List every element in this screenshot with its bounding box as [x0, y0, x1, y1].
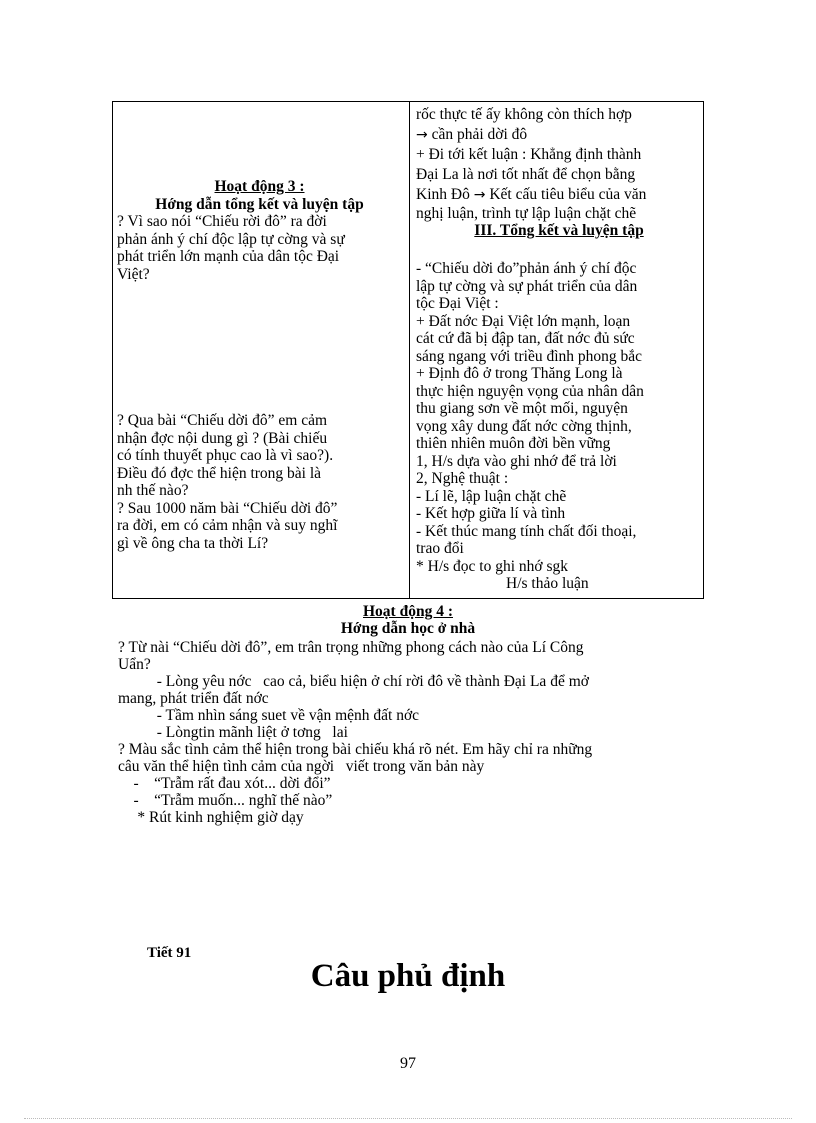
answer-line: Đại La là nơi tốt nhất để chọn bằng [416, 166, 636, 183]
answer-line: - Lí lẽ, lập luận chặt chẽ [416, 487, 567, 505]
body-line: - Lòngtin mãnh liệt ở tơng lai [118, 724, 348, 741]
question-line: ra đời, em có cảm nhận và suy nghĩ [117, 517, 338, 534]
answer-line: - Kết hợp giữa lí và tình [416, 505, 566, 522]
question-line: nh thế nào? [117, 482, 189, 499]
answer-line: + Định đô ở trong Thăng Long là [416, 365, 623, 382]
body-line: ? Màu sắc tình cảm thể hiện trong bài chiếu khá rõ nét. Em hãy chỉ ra những [118, 741, 593, 758]
homework-text [118, 639, 708, 826]
answer-line: lập tự cờng và sự phát triển của dân [416, 277, 638, 295]
body-line: - Tầm nhìn sáng suet về vận mệnh đất nớc [118, 707, 420, 724]
answer-line: thu giang sơn về một mối, nguyện [416, 400, 628, 417]
lesson-label: Tiết 91 [147, 945, 192, 961]
question-line: phản ánh ý chí độc lập tự cờng và sự [117, 230, 345, 248]
arrow-right-icon: → [473, 187, 486, 203]
answer-text: Kinh Đô [416, 186, 470, 203]
section-heading: III. Tổng kết và luyện tập [474, 222, 644, 239]
column-divider [409, 102, 410, 598]
body-line: * Rút kinh nghiệm giờ dạy [118, 809, 304, 826]
activity4-heading: Hoạt động 4 : [363, 603, 453, 620]
answer-line: 2, Nghệ thuật : [416, 470, 509, 487]
question-line: có tính thuyết phục cao là vì sao?). [117, 447, 334, 464]
body-line: ? Từ nài “Chiếu dời đô”, em trân trọng những phong cách nào của Lí Công [118, 639, 584, 656]
answer-line: thiên nhiên muôn đời bền vững [416, 435, 611, 452]
lesson-title: Câu phủ định [310, 958, 506, 994]
answer-line: tộc Đại Việt : [416, 295, 499, 312]
answer-line: thực hiện nguyện vọng của nhân dân [416, 382, 644, 400]
answer-line: sáng ngang với triều đình phong bắc [416, 347, 643, 365]
answer-line: vọng xây dung đất nớc cờng thịnh, [416, 417, 632, 435]
answer-line: rốc thực tế ấy không còn thích hợp [416, 106, 632, 123]
question-line: Điều đó đợc thể hiện trong bài là [117, 464, 322, 482]
right-column-top [416, 105, 702, 239]
question-line: Việt? [117, 265, 150, 283]
answer-line: - Kết thúc mang tính chất đối thoại, [416, 522, 637, 540]
answer-text: Kết cấu tiêu biểu của văn [489, 186, 647, 203]
answer-line: cát cứ đã bị đập tan, đất nớc đủ sức [416, 330, 635, 347]
question-line: ? Vì sao nói “Chiếu rời đô” ra đời [117, 213, 327, 230]
activity4-subheading: Hớng dẫn học ở nhà [340, 620, 476, 637]
right-column-body [416, 260, 702, 593]
footer-dotted-rule [24, 1118, 792, 1119]
answer-line: H/s thảo luận [506, 575, 589, 592]
page-number: 97 [400, 1055, 416, 1072]
answer-line: + Đi tới kết luận : Khẳng định thành [416, 146, 642, 163]
arrow-right-icon: → [416, 127, 428, 143]
question-line: ? Qua bài “Chiếu dời đô” em cảm [117, 412, 328, 429]
activity3-heading: Hoạt động 3 : [214, 178, 305, 195]
answer-line: 1, H/s dựa vào ghi nhớ để trả lời [416, 452, 617, 470]
question-line: nhận đợc nội dung gì ? (Bài chiếu [117, 429, 328, 447]
body-line: mang, phát triển đất nớc [118, 690, 269, 707]
body-line: - “Trẫm rất đau xót... dời đổi” [118, 775, 331, 792]
question-line: ? Sau 1000 năm bài “Chiếu dời đô” [117, 499, 338, 517]
left-column-bottom [117, 412, 402, 552]
body-line: câu văn thể hiện tình cảm của ngời viết trong văn bản này [118, 758, 485, 775]
body-line: - Lòng yêu nớc cao cả, biểu hiện ở chí rời đô về thành Đại La để mở [118, 673, 589, 690]
lesson-table [112, 101, 704, 599]
answer-line: * H/s đọc to ghi nhớ sgk [416, 557, 569, 575]
answer-line: - “Chiếu dời đo”phản ánh ý chí độc [416, 260, 637, 277]
answer-line [416, 125, 702, 145]
activity3-subheading: Hớng dẫn tổng kết và luyện tập [155, 195, 364, 213]
question-line: phát triển lớn mạnh của dân tộc Đại [117, 248, 340, 265]
question-line: gì về ông cha ta thời Lí? [117, 534, 269, 552]
left-column-top [117, 178, 402, 283]
answer-line: trao đổi [416, 540, 464, 557]
answer-text: cần phải dời đô [431, 126, 528, 143]
body-line: - “Trẫm muốn... nghĩ thế nào” [118, 792, 333, 809]
answer-line: nghị luận, trình tự lập luận chặt chẽ [416, 205, 637, 222]
answer-line: + Đất nớc Đại Việt lớn mạnh, loạn [416, 312, 631, 330]
answer-line [416, 185, 702, 205]
body-line: Uẩn? [118, 656, 151, 673]
